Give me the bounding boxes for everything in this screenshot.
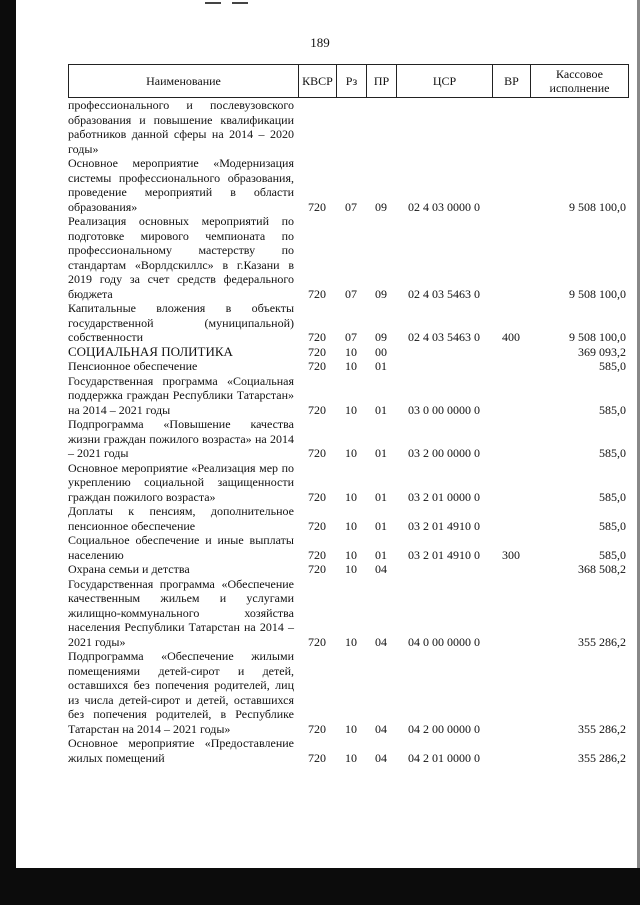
row-rz: 10 xyxy=(345,750,357,765)
row-pr: 04 xyxy=(375,562,387,576)
page-number: 189 xyxy=(310,35,330,50)
row-amount: 355 286,2 xyxy=(578,721,626,736)
row-amount: 585,0 xyxy=(599,518,626,533)
row-rz: 10 xyxy=(345,489,357,504)
header-vr: ВР xyxy=(493,65,531,98)
table-row xyxy=(68,301,628,345)
row-kvsr: 720 xyxy=(308,750,326,765)
row-kvsr: 720 xyxy=(308,518,326,533)
row-name: Социальное обеспечение и иные выплаты населению xyxy=(68,533,294,562)
table-header xyxy=(68,64,629,98)
header-name: Наименование xyxy=(69,65,299,98)
row-rz: 10 xyxy=(345,359,357,373)
row-name: Основное мероприятие «Реализация мер по укреплению социальной защищенности граждан пожилого возраста» xyxy=(68,460,294,504)
table-row xyxy=(68,649,628,736)
row-amount: 9 508 100,0 xyxy=(569,330,626,344)
row-csr: 03 2 01 4910 0 xyxy=(408,547,480,562)
row-amount: 9 508 100,0 xyxy=(569,286,626,301)
row-kvsr: 720 xyxy=(308,286,326,301)
table-row xyxy=(68,504,628,533)
row-rz: 10 xyxy=(345,518,357,533)
row-kvsr: 720 xyxy=(308,359,326,373)
row-pr: 04 xyxy=(375,721,387,736)
row-amount: 585,0 xyxy=(599,402,626,417)
row-rz: 10 xyxy=(345,446,357,460)
row-amount: 369 093,2 xyxy=(578,344,626,359)
row-pr: 01 xyxy=(375,402,387,417)
row-csr: 03 2 01 4910 0 xyxy=(408,518,480,533)
row-pr: 01 xyxy=(375,359,387,373)
row-vr: 300 xyxy=(502,547,520,562)
row-rz: 07 xyxy=(345,199,357,214)
row-amount: 585,0 xyxy=(599,446,626,460)
scan-edge-bottom xyxy=(0,868,640,905)
row-pr: 04 xyxy=(375,634,387,649)
row-amount: 585,0 xyxy=(599,489,626,504)
row-pr: 01 xyxy=(375,518,387,533)
section-heading: СОЦИАЛЬНАЯ ПОЛИТИКА xyxy=(68,343,233,359)
row-vr: 400 xyxy=(502,330,520,344)
row-name: Подпрограмма «Повышение качества жизни граждан пожилого возраста» на 2014 – 2021 годы xyxy=(68,417,294,460)
header-rz: Рз xyxy=(337,65,367,98)
table-row xyxy=(68,156,628,214)
row-pr: 00 xyxy=(375,344,387,359)
row-rz: 10 xyxy=(345,562,357,576)
row-name: профессионального и послевузовского образования и повышение квалификации работников данной сферы на 2014 – 2020 годы» xyxy=(68,98,294,156)
row-name: Пенсионное обеспечение xyxy=(68,359,198,373)
row-amount: 585,0 xyxy=(599,547,626,562)
row-pr: 01 xyxy=(375,446,387,460)
row-name: Подпрограмма «Обеспечение жилыми помещениями детей-сирот и детей, оставшихся без попечения родителей, лиц из числа детей-сирот и детей, оставшихся без попечения родителей, в Республике Татарстан на 2014 – 2021 годы» xyxy=(68,649,294,736)
row-csr: 02 4 03 0000 0 xyxy=(408,199,480,214)
row-rz: 10 xyxy=(345,344,357,359)
table-row xyxy=(68,736,628,765)
row-csr: 03 2 01 0000 0 xyxy=(408,489,480,504)
row-name: Капитальные вложения в объекты государственной (муниципальной) собственности xyxy=(68,301,294,344)
row-amount: 368 508,2 xyxy=(578,562,626,576)
header-amount: Кассовое исполнение xyxy=(531,65,629,98)
row-csr: 02 4 03 5463 0 xyxy=(408,286,480,301)
row-name: Государственная программа «Социальная поддержка граждан Республики Татарстан» на 2014 – 2021 годы xyxy=(68,373,294,417)
scan-mark xyxy=(232,2,248,4)
row-name: Основное мероприятие «Модернизация системы профессионального образования, проведение мероприятий в области образования» xyxy=(68,156,294,214)
row-csr: 03 2 00 0000 0 xyxy=(408,446,480,460)
table-body xyxy=(68,98,628,765)
row-rz: 07 xyxy=(345,330,357,344)
row-rz: 10 xyxy=(345,634,357,649)
row-pr: 01 xyxy=(375,547,387,562)
row-kvsr: 720 xyxy=(308,330,326,344)
row-pr: 04 xyxy=(375,750,387,765)
row-pr: 09 xyxy=(375,286,387,301)
row-kvsr: 720 xyxy=(308,402,326,417)
row-amount: 585,0 xyxy=(599,359,626,373)
scan-edge-left xyxy=(0,0,16,905)
row-rz: 10 xyxy=(345,721,357,736)
row-csr: 04 2 01 0000 0 xyxy=(408,750,480,765)
table-row xyxy=(68,359,628,374)
row-kvsr: 720 xyxy=(308,344,326,359)
row-amount: 355 286,2 xyxy=(578,750,626,765)
row-kvsr: 720 xyxy=(308,721,326,736)
row-csr: 02 4 03 5463 0 xyxy=(408,330,480,344)
row-kvsr: 720 xyxy=(308,446,326,460)
table-row xyxy=(68,417,628,461)
row-kvsr: 720 xyxy=(308,547,326,562)
row-name: Доплаты к пенсиям, дополнительное пенсионное обеспечение xyxy=(68,504,294,533)
row-name: Реализация основных мероприятий по подготовке мирового чемпионата по профессиональному мастерству по стандартам «Ворлдскиллс» в г.Казани в 2019 году за счет средств федерального бюджета xyxy=(68,214,294,301)
table-row xyxy=(68,214,628,301)
row-csr: 04 2 00 0000 0 xyxy=(408,721,480,736)
row-amount: 9 508 100,0 xyxy=(569,199,626,214)
row-name: Государственная программа «Обеспечение качественным жильем и услугами жилищно-коммунального хозяйства населения Республики Татарстан на 2014 – 2021 годы» xyxy=(68,576,294,649)
row-kvsr: 720 xyxy=(308,489,326,504)
table-row xyxy=(68,461,628,505)
row-kvsr: 720 xyxy=(308,562,326,576)
table-row xyxy=(68,345,628,360)
row-name: Охрана семьи и детства xyxy=(68,562,190,576)
row-rz: 10 xyxy=(345,547,357,562)
table-row xyxy=(68,562,628,577)
table-row xyxy=(68,374,628,418)
header-csr: ЦСР xyxy=(397,65,493,98)
table-row xyxy=(68,577,628,650)
table-row xyxy=(68,533,628,562)
header-pr: ПР xyxy=(367,65,397,98)
row-amount: 355 286,2 xyxy=(578,634,626,649)
scan-mark xyxy=(205,2,221,4)
row-csr: 03 0 00 0000 0 xyxy=(408,402,480,417)
table-row xyxy=(68,98,628,156)
header-kvsr: КВСР xyxy=(299,65,337,98)
row-pr: 09 xyxy=(375,330,387,344)
row-pr: 09 xyxy=(375,199,387,214)
row-rz: 10 xyxy=(345,402,357,417)
row-csr: 04 0 00 0000 0 xyxy=(408,634,480,649)
row-pr: 01 xyxy=(375,489,387,504)
row-name: Основное мероприятие «Предоставление жилых помещений xyxy=(68,736,294,765)
row-rz: 07 xyxy=(345,286,357,301)
row-kvsr: 720 xyxy=(308,634,326,649)
row-kvsr: 720 xyxy=(308,199,326,214)
